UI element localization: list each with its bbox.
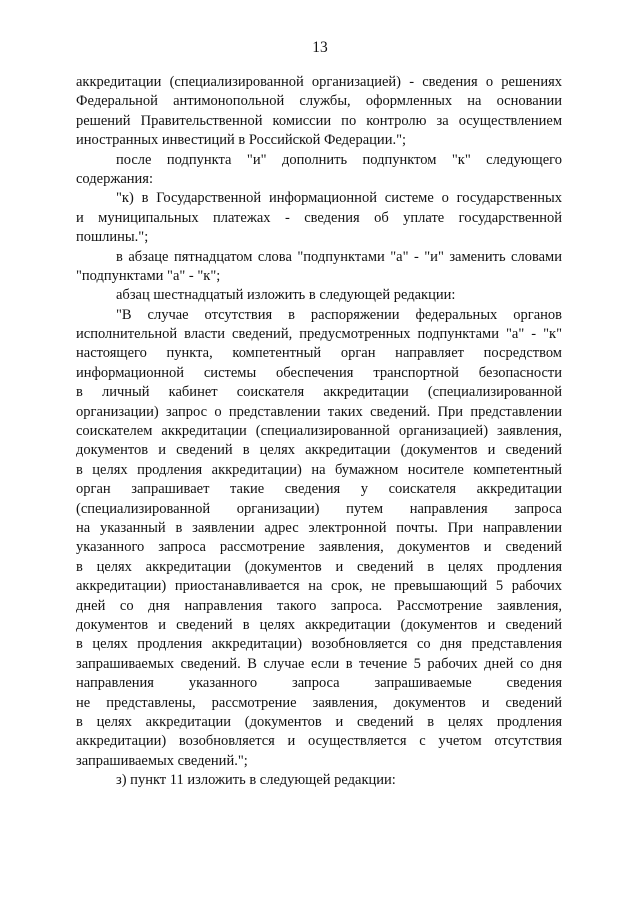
text-line: соискателем аккредитации (специализированной организацией) заявления, [76, 423, 562, 440]
text-line: в целях продления аккредитации) возобновляется со дня представления [76, 636, 562, 653]
text-line: абзац шестнадцатый изложить в следующей редакции: [116, 287, 456, 304]
text-line: в абзаце пятнадцатом слова "подпунктами "а" - "и" заменить словами [116, 248, 562, 265]
text-line: пошлины."; [76, 229, 149, 246]
document-body [76, 73, 562, 790]
text-line: "подпунктами "а" - "к"; [76, 267, 221, 284]
text-line: после подпункта "и" дополнить подпунктом "к" следующего [116, 151, 562, 168]
text-line: "к) в Государственной информационной системе о государственных [116, 190, 562, 207]
text-line: и муниципальных платежах - сведения об уплате государственной [76, 209, 562, 226]
text-line: орган запрашивает такие сведения у соискателя аккредитации [76, 481, 562, 498]
text-line: дней со дня направления такого запроса. Рассмотрение заявления, [76, 597, 562, 614]
text-line: документов и сведений в целях аккредитации (документов и сведений [76, 616, 562, 633]
text-line: аккредитации (специализированной организацией) - сведения о решениях [76, 74, 562, 90]
text-line: в целях аккредитации (документов и сведений в целях продления [76, 713, 562, 730]
text-line: не представлены, рассмотрение заявления, документов и сведений [76, 694, 562, 711]
text-line: на указанный в заявлении адрес электронной почты. При направлении [76, 519, 562, 536]
page-number: 13 [312, 39, 328, 56]
text-line: указанного запроса рассмотрение заявления, документов и сведений [76, 539, 562, 556]
text-line: содержания: [76, 170, 154, 187]
text-line: аккредитации) приостанавливается на срок, не превышающий 5 рабочих [76, 578, 562, 595]
text-line: аккредитации) возобновляется и осуществляется с учетом отсутствия [76, 733, 562, 750]
text-line: информационной системы обеспечения транспортной безопасности [76, 364, 562, 381]
text-line: документов и сведений в целях аккредитации (документов и сведений [76, 442, 562, 459]
text-line: "В случае отсутствия в распоряжении федеральных органов [116, 306, 562, 323]
text-line: организации) запрос о представлении таких сведений. При представлении [76, 403, 562, 420]
text-line: Федеральной антимонопольной службы, оформленных на основании [76, 93, 562, 110]
text-line: в личный кабинет соискателя аккредитации (специализированной [76, 384, 562, 401]
text-line: направления указанного запроса запрашиваемые сведения [76, 675, 562, 692]
text-line: в целях аккредитации (документов и сведений в целях продления [76, 558, 562, 575]
text-line: запрашиваемых сведений."; [76, 752, 248, 769]
text-line: в целях продления аккредитации) на бумажном носителе компетентный [76, 461, 562, 478]
text-line: настоящего пункта, компетентный орган направляет посредством [76, 345, 562, 362]
text-line: решений Правительственной комиссии по контролю за осуществлением [76, 112, 562, 129]
text-line: иностранных инвестиций в Российской Федерации."; [76, 132, 407, 149]
text-line: (специализированной организации) путем направления запроса [76, 500, 562, 517]
text-line: з) пункт 11 изложить в следующей редакции: [116, 772, 396, 789]
text-line: исполнительной власти сведений, предусмотренных подпунктами "а" - "к" [76, 326, 562, 343]
text-line: запрашиваемых сведений. В случае если в течение 5 рабочих дней со дня [76, 655, 562, 672]
